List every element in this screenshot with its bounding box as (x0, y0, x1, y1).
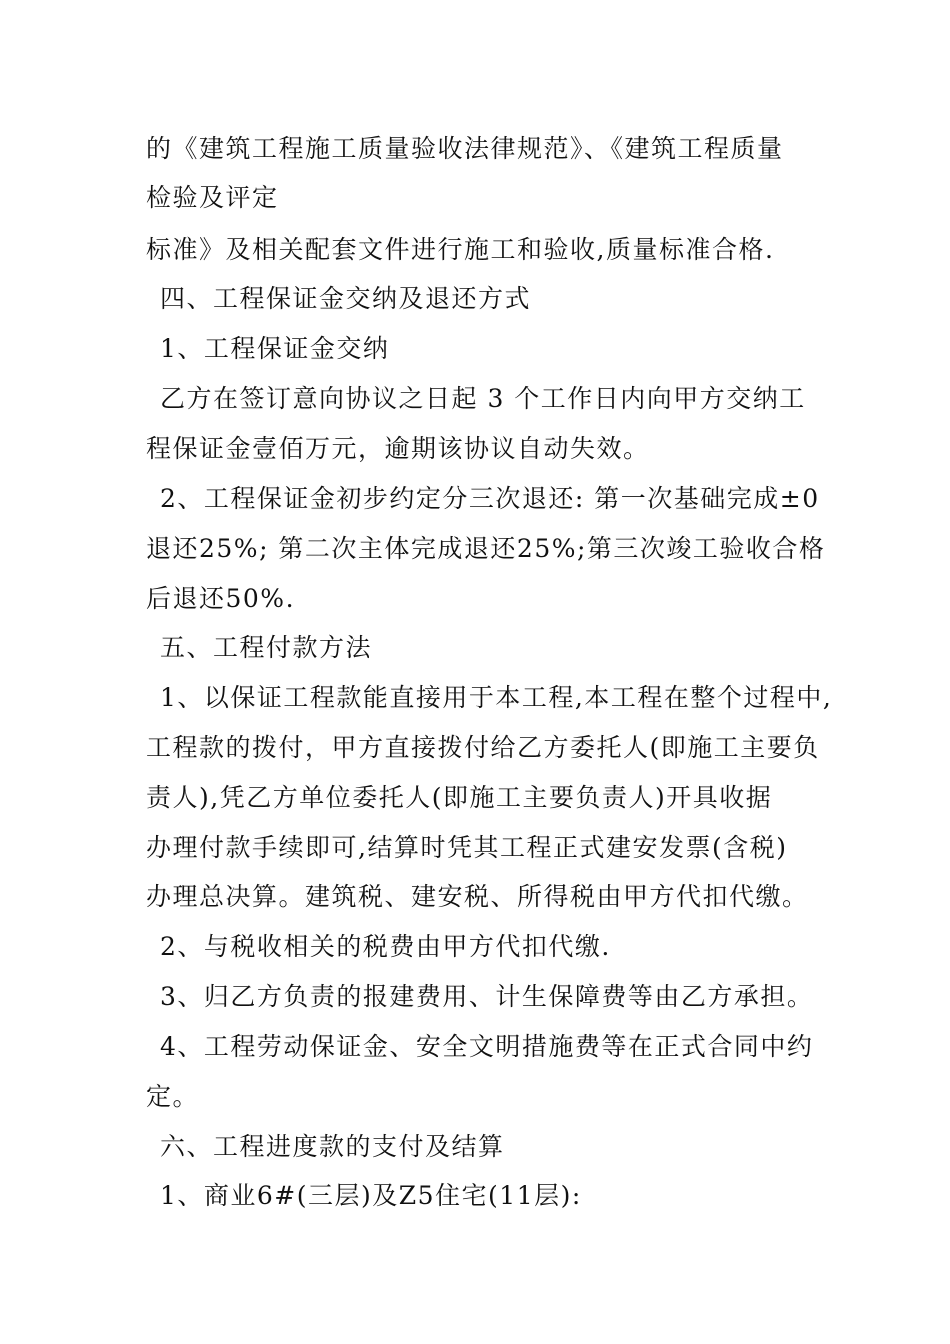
text-line: 退还25%; 第二次主体完成退还25%;第三次竣工验收合格 (146, 534, 826, 563)
text-line: 1、以保证工程款能直接用于本工程,本工程在整个过程中, (160, 683, 833, 712)
text-line: 乙方在签订意向协议之日起 3 个工作日内向甲方交纳工 (160, 384, 806, 413)
text-line: 程保证金壹佰万元，逾期该协议自动失效。 (146, 434, 650, 463)
text-line: 4、工程劳动保证金、安全文明措施费等在正式合同中约 (160, 1032, 814, 1061)
text-line: 后退还50%. (146, 584, 296, 613)
text-line: 2、工程保证金初步约定分三次退还: 第一次基础完成±0 (160, 484, 820, 513)
section-heading: 六、工程进度款的支付及结算 (160, 1132, 505, 1161)
subsection-heading: 1、商业6#(三层)及Z5住宅(11层): (160, 1181, 582, 1210)
section-heading: 五、工程付款方法 (160, 633, 373, 662)
subsection-heading: 1、工程保证金交纳 (160, 334, 390, 363)
text-line: 2、与税收相关的税费由甲方代扣代缴. (160, 932, 611, 961)
text-line: 定。 (146, 1082, 200, 1111)
text-line: 的《建筑工程施工质量验收法律规范》、《建筑工程质量 (146, 134, 784, 163)
text-line: 办理总决算。建筑税、建安税、所得税由甲方代扣代缴。 (146, 882, 809, 911)
text-line: 检验及评定 (146, 183, 279, 212)
text-line: 标准》及相关配套文件进行施工和验收,质量标准合格. (146, 235, 775, 264)
text-line: 3、归乙方负责的报建费用、计生保障费等由乙方承担。 (160, 982, 814, 1011)
section-heading: 四、工程保证金交纳及退还方式 (160, 284, 532, 313)
text-line: 责人),凭乙方单位委托人(即施工主要负责人)开具收据 (146, 783, 773, 812)
text-line: 工程款的拨付，甲方直接拨付给乙方委托人(即施工主要负 (146, 733, 820, 762)
text-line: 办理付款手续即可,结算时凭其工程正式建安发票(含税) (146, 833, 788, 862)
